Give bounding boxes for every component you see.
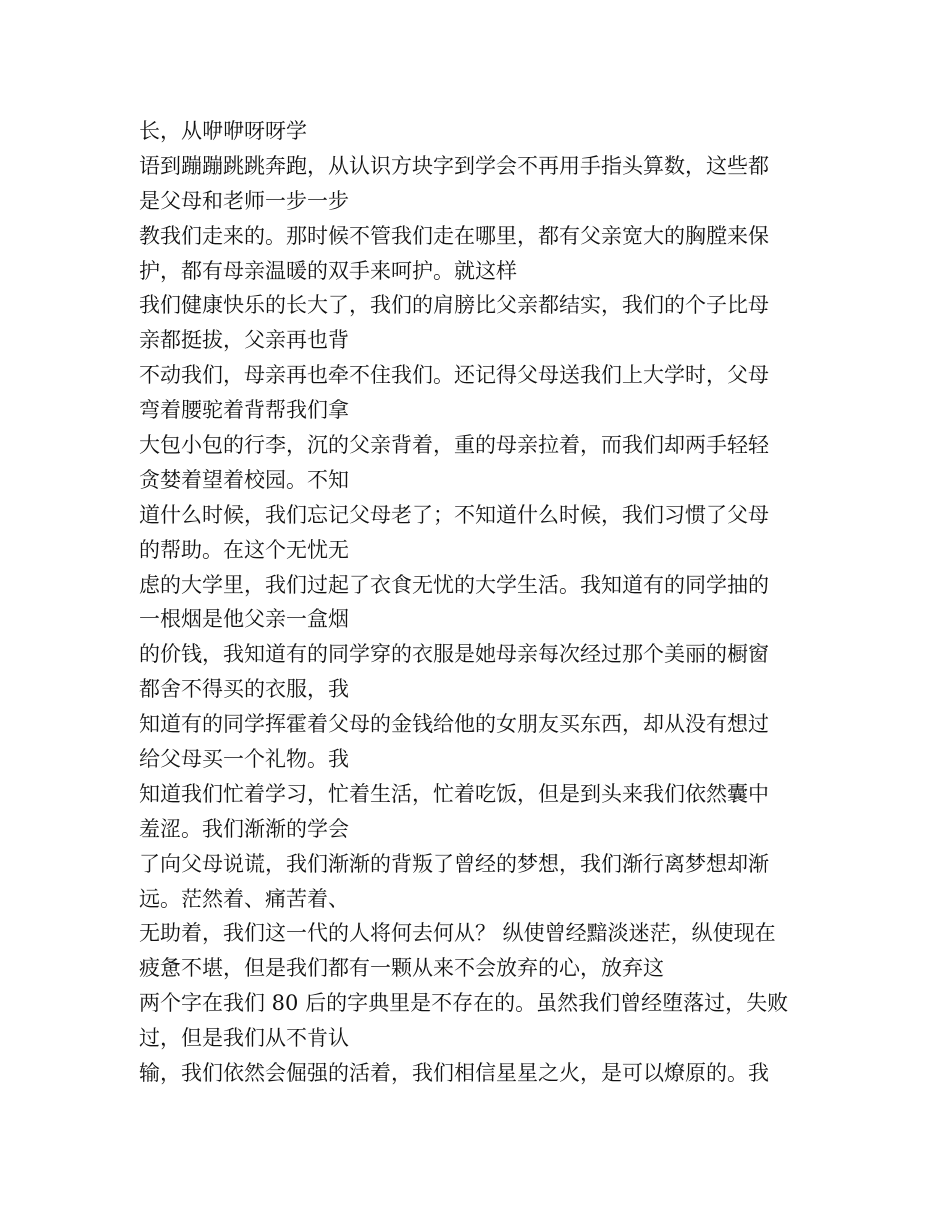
text-line: 虑的大学里，我们过起了衣食无忧的大学生活。我知道有的同学抽的 (139, 572, 769, 597)
text-line: 语到蹦蹦跳跳奔跑，从认识方块字到学会不再用手指头算数，这些都 (139, 153, 769, 178)
text-line: 不动我们，母亲再也牵不住我们。还记得父母送我们上大学时，父母 (139, 363, 769, 388)
text-line: 过，但是我们从不肯认 (139, 1026, 349, 1051)
text-line: 教我们走来的。那时候不管我们走在哪里，都有父亲宽大的胸膛来保 (139, 223, 769, 248)
text-line: 弯着腰驼着背帮我们拿 (139, 398, 349, 423)
text-line: 的帮助。在这个无忧无 (139, 537, 349, 562)
text-line: 羞涩。我们渐渐的学会 (139, 816, 349, 841)
text-line: 亲都挺拔，父亲再也背 (139, 328, 349, 353)
text-line: 了向父母说谎，我们渐渐的背叛了曾经的梦想，我们渐行离梦想却渐 (139, 851, 769, 876)
text-line: 我们健康快乐的长大了，我们的肩膀比父亲都结实，我们的个子比母 (139, 293, 769, 318)
text-line: 贪婪着望着校园。不知 (139, 467, 349, 492)
text-line: 长，从咿咿呀呀学 (139, 119, 307, 143)
text-line: 疲惫不堪，但是我们都有一颗从来不会放弃的心，放弃这 (139, 956, 664, 981)
text-line: 知道有的同学挥霍着父母的金钱给他的女朋友买东西，却从没有想过 (139, 712, 769, 737)
text-line: 两个字在我们 80 后的字典里是不存在的。虽然我们曾经堕落过，失败 (139, 991, 789, 1016)
text-line: 一根烟是他父亲一盒烟 (139, 607, 349, 632)
text-line: 是父母和老师一步一步 (139, 188, 349, 213)
text-line: 道什么时候，我们忘记父母老了；不知道什么时候，我们习惯了父母 (139, 502, 769, 527)
text-line: 给父母买一个礼物。我 (139, 747, 349, 772)
body-text (139, 114, 819, 1091)
text-line: 护，都有母亲温暖的双手来呵护。就这样 (139, 258, 517, 283)
text-line: 无助着，我们这一代的人将何去何从？ 纵使曾经黯淡迷茫，纵使现在 (139, 921, 776, 946)
text-line: 知道我们忙着学习，忙着生活，忙着吃饭，但是到头来我们依然囊中 (139, 781, 769, 806)
text-line: 输，我们依然会倔强的活着，我们相信星星之火，是可以燎原的。我 (139, 1061, 769, 1086)
text-line: 远。茫然着、痛苦着、 (139, 886, 349, 911)
text-line: 都舍不得买的衣服，我 (139, 677, 349, 702)
text-line: 大包小包的行李，沉的父亲背着，重的母亲拉着，而我们却两手轻轻 (139, 433, 769, 458)
text-line: 的价钱，我知道有的同学穿的衣服是她母亲每次经过那个美丽的橱窗 (139, 642, 769, 667)
